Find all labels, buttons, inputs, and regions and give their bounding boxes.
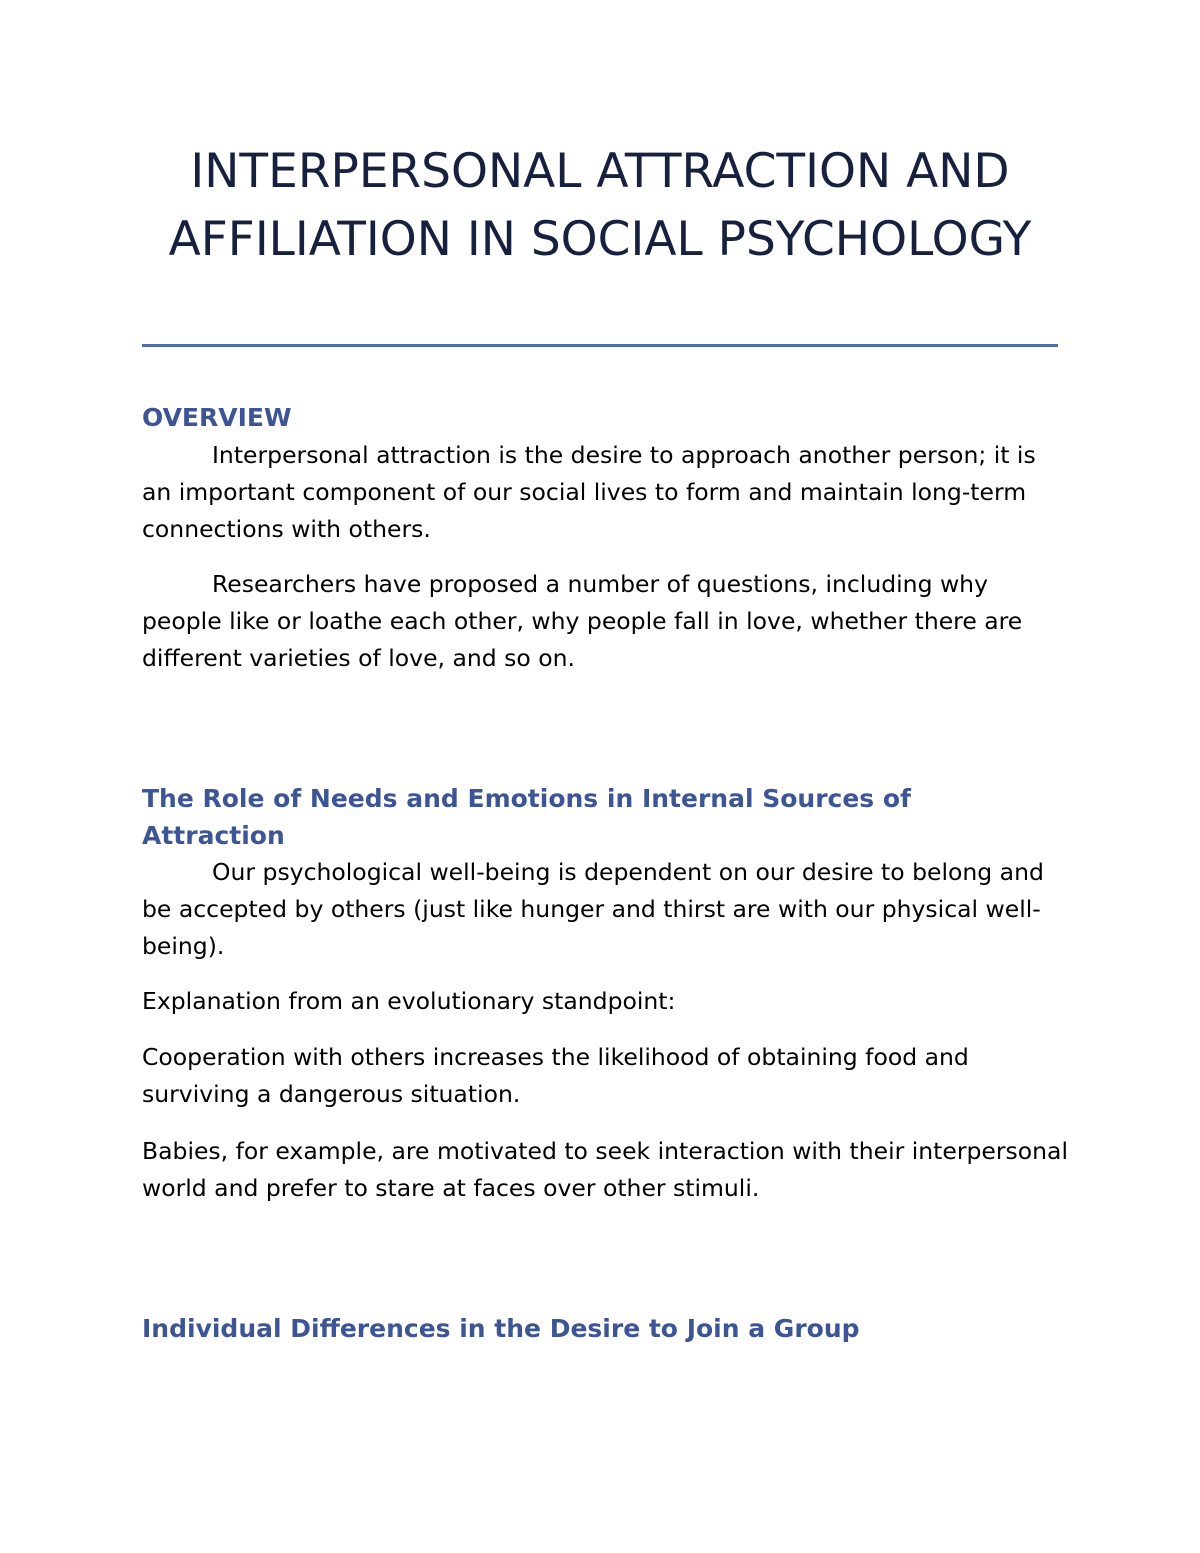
needs-paragraph-2: Explanation from an evolutionary standpoint: — [142, 987, 676, 1015]
overview-paragraph-1: Interpersonal attraction is the desire to approach another person; it is an important component of our social lives to form and maintain long-term connections with others. — [142, 441, 1036, 543]
section-heading-needs-emotions: The Role of Needs and Emotions in Internal Sources of Attraction — [142, 784, 911, 850]
overview-paragraph-2: Researchers have proposed a number of questions, including why people like or loathe each other, why people fall in love, whether there are different varieties of love, and so on. — [142, 570, 1023, 672]
section-heading-individual-differences: Individual Differences in the Desire to Join a Group — [142, 1314, 860, 1343]
document-title: INTERPERSONAL ATTRACTION AND AFFILIATION IN SOCIAL PSYCHOLOGY — [168, 144, 1032, 267]
needs-paragraph-3: Cooperation with others increases the likelihood of obtaining food and surviving a dangerous situation. — [142, 1043, 969, 1108]
needs-paragraph-4: Babies, for example, are motivated to seek interaction with their interpersonal world and prefer to stare at faces over other stimuli. — [142, 1137, 1068, 1202]
title-divider — [142, 344, 1058, 347]
section-heading-overview: OVERVIEW — [142, 403, 292, 432]
needs-paragraph-1: Our psychological well-being is dependent on our desire to belong and be accepted by others (just like hunger and thirst are with our physical well-being). — [142, 858, 1044, 960]
